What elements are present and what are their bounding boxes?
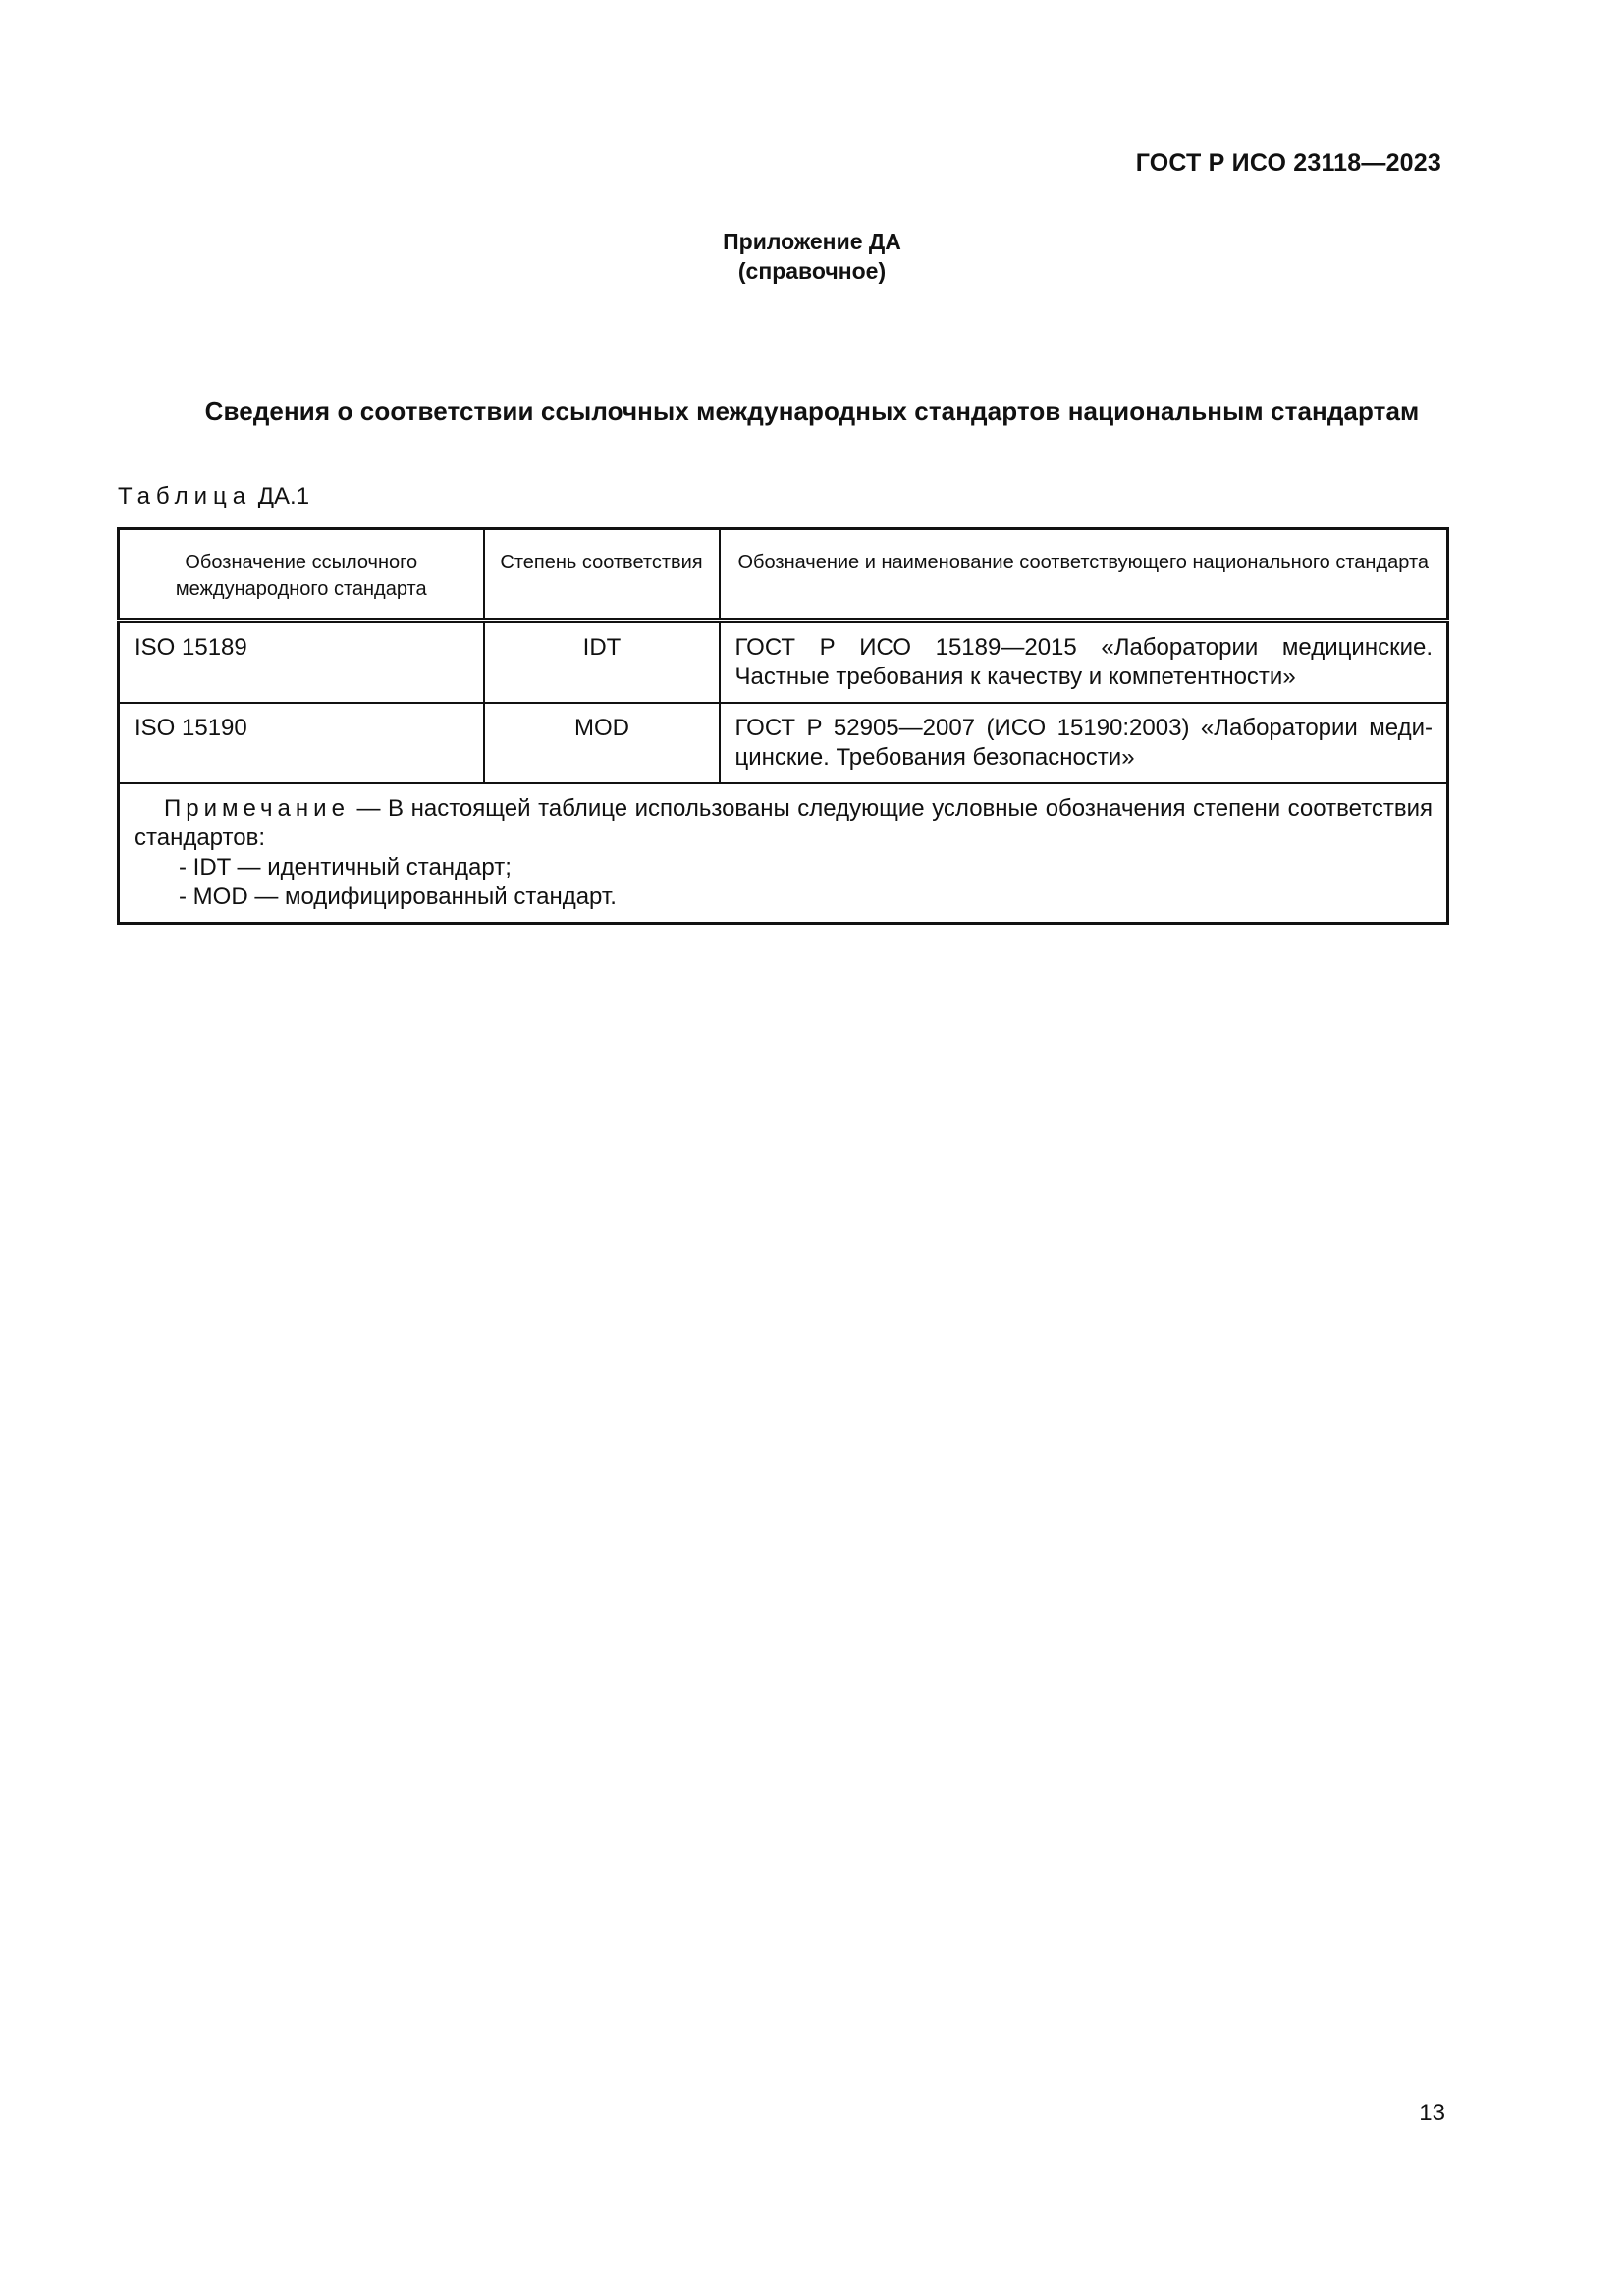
note-item-idt: - IDT — идентичный стандарт; xyxy=(179,854,512,881)
appendix-heading xyxy=(0,227,1624,286)
cell-intl-standard: ISO 15190 xyxy=(119,703,484,783)
table-caption-number: ДА.1 xyxy=(257,483,310,509)
appendix-subtitle: (справочное) xyxy=(737,258,887,284)
note-label: Примечание xyxy=(164,795,350,822)
cell-degree: MOD xyxy=(484,703,720,783)
table-row xyxy=(119,703,1448,783)
page-number: 13 xyxy=(1419,2100,1445,2126)
note-text: — В настоящей таблице использованы следующие условные обозначения степени соответствия стандартов: xyxy=(135,795,1433,851)
table-note xyxy=(119,783,1448,924)
cell-national-standard: ГОСТ Р ИСО 15189—2015 «Лаборатории медицинские. Частные требования к качеству и компетентности» xyxy=(720,621,1448,704)
standards-table xyxy=(117,527,1449,925)
table-row xyxy=(119,621,1448,704)
cell-national-standard: ГОСТ Р 52905—2007 (ИСО 15190:2003) «Лаборатории меди-цинские. Требования безопасности» xyxy=(720,703,1448,783)
column-header-national: Обозначение и наименование соответствующего национального стандарта xyxy=(720,529,1448,621)
table-header-row xyxy=(119,529,1448,621)
note-item-mod: - MOD — модифицированный стандарт. xyxy=(179,883,617,910)
standards-table-container xyxy=(117,527,1446,925)
section-title: Сведения о соответствии ссылочных международных стандартов национальным стандартам xyxy=(204,397,1420,426)
table-note-row xyxy=(119,783,1448,924)
document-code: ГОСТ Р ИСО 23118—2023 xyxy=(1135,149,1441,177)
column-header-degree: Степень соответствия xyxy=(484,529,720,621)
note-text-block xyxy=(135,794,1433,853)
cell-degree: IDT xyxy=(484,621,720,704)
column-header-intl: Обозначение ссылочного международного стандарта xyxy=(119,529,484,621)
table-caption xyxy=(118,483,309,510)
cell-intl-standard: ISO 15189 xyxy=(119,621,484,704)
appendix-title: Приложение ДА xyxy=(723,229,901,254)
table-caption-label: Таблица xyxy=(118,483,252,509)
